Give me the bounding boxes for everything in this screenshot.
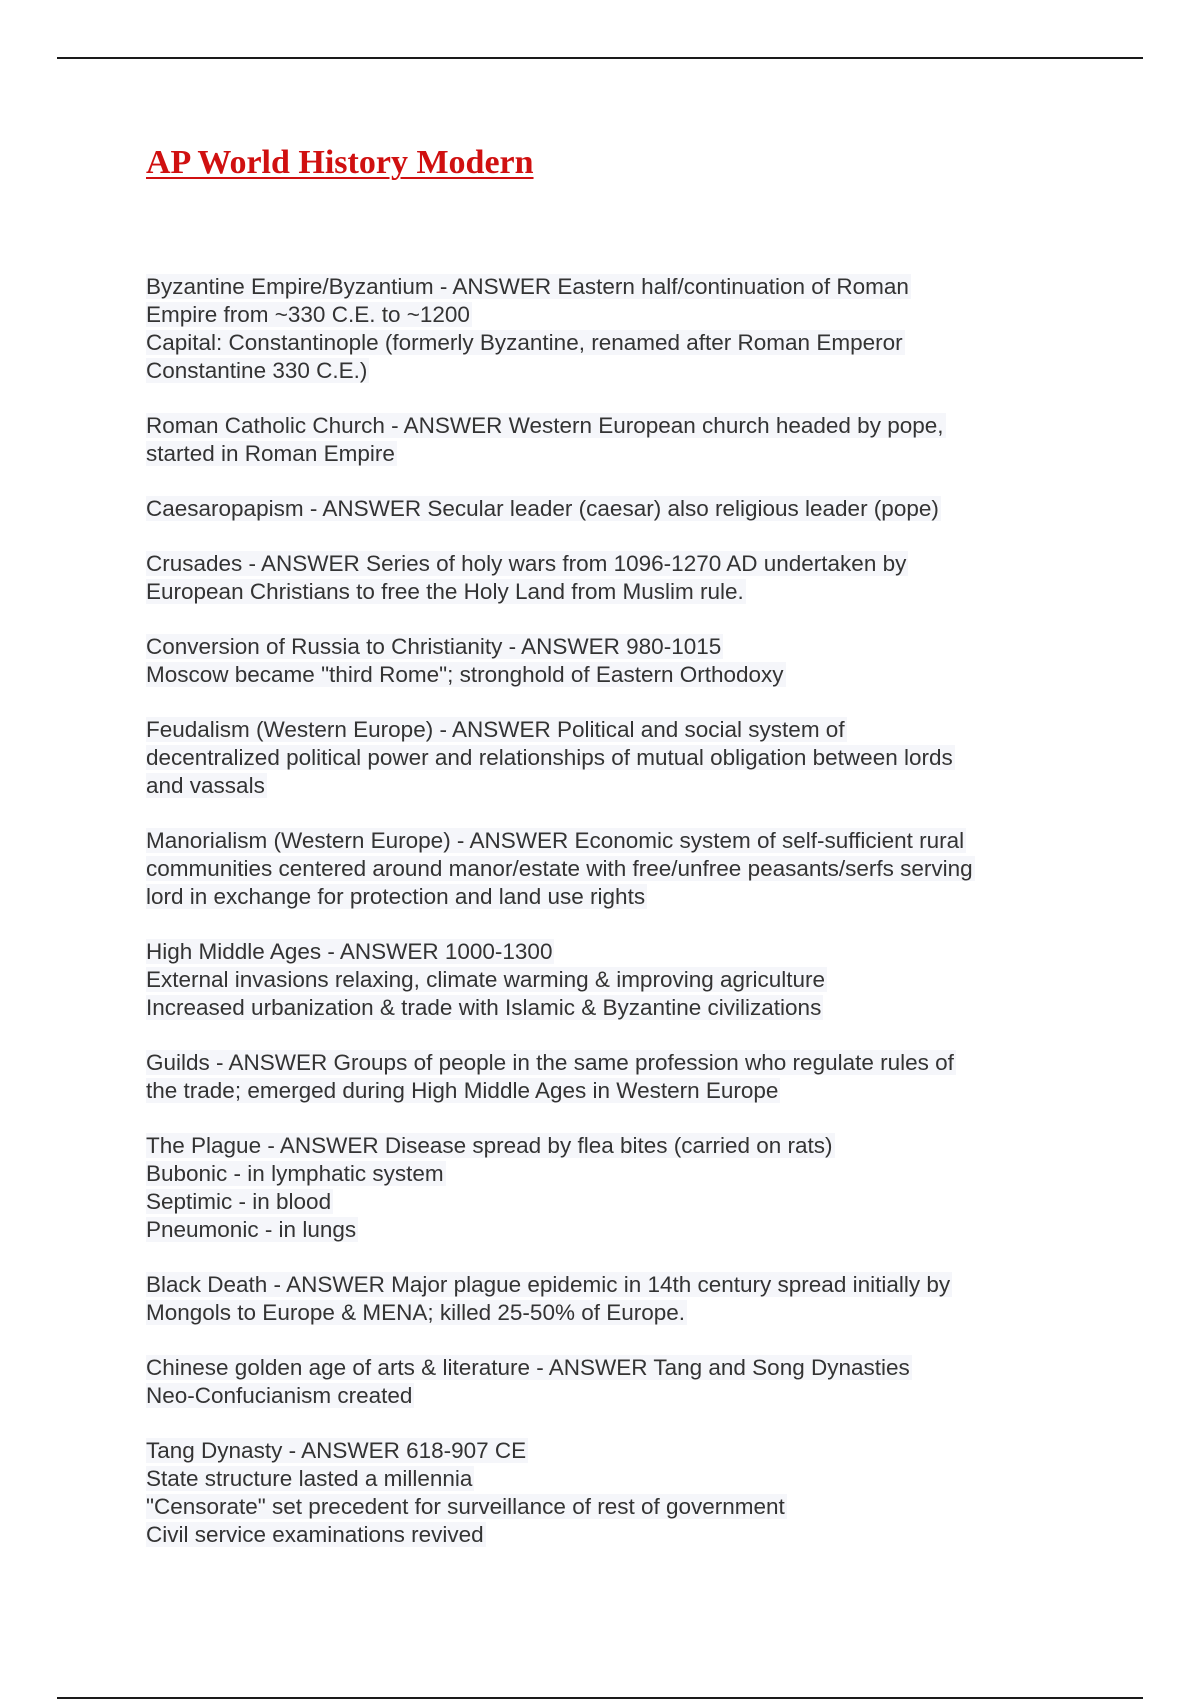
entry-line-text: communities centered around manor/estate with free/unfree peasants/serfs serving — [146, 856, 973, 881]
flashcard-entry — [146, 550, 1066, 606]
entry-line-text: European Christians to free the Holy Land from Muslim rule. — [146, 579, 744, 604]
entry-line-text: Caesaropapism - ANSWER Secular leader (caesar) also religious leader (pope) — [146, 496, 939, 521]
entry-line — [146, 938, 1066, 966]
entry-line-text: Tang Dynasty - ANSWER 618-907 CE — [146, 1438, 527, 1463]
entry-line — [146, 440, 1066, 468]
flashcard-entry — [146, 1354, 1066, 1410]
entry-line-text: Feudalism (Western Europe) - ANSWER Political and social system of — [146, 717, 845, 742]
entry-line — [146, 772, 1066, 800]
entry-line-text: Bubonic - in lymphatic system — [146, 1161, 444, 1186]
entry-line — [146, 827, 1066, 855]
entry-line-text: Roman Catholic Church - ANSWER Western European church headed by pope, — [146, 413, 944, 438]
flashcard-entry — [146, 1271, 1066, 1327]
entry-line — [146, 1299, 1066, 1327]
entry-line — [146, 1077, 1066, 1105]
entry-line-text: Chinese golden age of arts & literature - ANSWER Tang and Song Dynasties — [146, 1355, 910, 1380]
flashcard-entry — [146, 412, 1066, 468]
entry-line-text: lord in exchange for protection and land use rights — [146, 884, 646, 909]
entry-line-text: Capital: Constantinople (formerly Byzantine, renamed after Roman Emperor — [146, 330, 903, 355]
entry-line-text: Byzantine Empire/Byzantium - ANSWER Eastern half/continuation of Roman — [146, 274, 909, 299]
entry-line — [146, 883, 1066, 911]
flashcard-entry — [146, 938, 1066, 1022]
entry-line-text: External invasions relaxing, climate warming & improving agriculture — [146, 967, 826, 992]
entry-line-text: the trade; emerged during High Middle Ages in Western Europe — [146, 1078, 779, 1103]
entry-line-text: and vassals — [146, 773, 265, 798]
entry-line — [146, 716, 1066, 744]
entry-line — [146, 1493, 1066, 1521]
entry-line — [146, 273, 1066, 301]
flashcard-entry — [146, 827, 1066, 911]
entry-line-text: Empire from ~330 C.E. to ~1200 — [146, 302, 470, 327]
entry-line — [146, 1465, 1066, 1493]
entry-line — [146, 412, 1066, 440]
entry-line — [146, 994, 1066, 1022]
entry-line-text: "Censorate" set precedent for surveillance of rest of government — [146, 1494, 785, 1519]
entry-line — [146, 661, 1066, 689]
entry-line — [146, 1160, 1066, 1188]
entry-line-text: Constantine 330 C.E.) — [146, 358, 368, 383]
entry-line — [146, 1354, 1066, 1382]
flashcard-entry — [146, 495, 1066, 523]
flashcard-entry — [146, 716, 1066, 800]
entry-line — [146, 357, 1066, 385]
entry-line — [146, 1132, 1066, 1160]
entry-line — [146, 329, 1066, 357]
top-rule — [57, 57, 1143, 59]
bottom-rule — [57, 1697, 1143, 1699]
entry-line-text: Guilds - ANSWER Groups of people in the same profession who regulate rules of — [146, 1050, 954, 1075]
entry-line-text: Neo-Confucianism created — [146, 1383, 413, 1408]
entry-line — [146, 1216, 1066, 1244]
entry-line-text: Manorialism (Western Europe) - ANSWER Economic system of self-sufficient rural — [146, 828, 965, 853]
entry-line-text: Crusades - ANSWER Series of holy wars from 1096-1270 AD undertaken by — [146, 551, 907, 576]
flashcard-list — [146, 273, 1066, 1576]
entry-line-text: Septimic - in blood — [146, 1189, 332, 1214]
entry-line-text: Pneumonic - in lungs — [146, 1217, 357, 1242]
document-title: AP World History Modern — [146, 144, 534, 181]
entry-line-text: Increased urbanization & trade with Islamic & Byzantine civilizations — [146, 995, 822, 1020]
entry-line — [146, 578, 1066, 606]
entry-line — [146, 495, 1066, 523]
entry-line — [146, 1437, 1066, 1465]
flashcard-entry — [146, 1132, 1066, 1244]
entry-line — [146, 1049, 1066, 1077]
entry-line-text: State structure lasted a millennia — [146, 1466, 473, 1491]
entry-line — [146, 855, 1066, 883]
entry-line-text: started in Roman Empire — [146, 441, 395, 466]
entry-line-text: Conversion of Russia to Christianity - ANSWER 980-1015 — [146, 634, 722, 659]
entry-line — [146, 633, 1066, 661]
entry-line-text: Civil service examinations revived — [146, 1522, 484, 1547]
entry-line — [146, 966, 1066, 994]
entry-line-text: Mongols to Europe & MENA; killed 25-50% of Europe. — [146, 1300, 686, 1325]
entry-line-text: The Plague - ANSWER Disease spread by flea bites (carried on rats) — [146, 1133, 833, 1158]
flashcard-entry — [146, 633, 1066, 689]
entry-line — [146, 744, 1066, 772]
entry-line-text: Moscow became "third Rome"; stronghold of Eastern Orthodoxy — [146, 662, 784, 687]
entry-line-text: High Middle Ages - ANSWER 1000-1300 — [146, 939, 553, 964]
entry-line — [146, 301, 1066, 329]
flashcard-entry — [146, 1049, 1066, 1105]
entry-line-text: decentralized political power and relationships of mutual obligation between lords — [146, 745, 953, 770]
entry-line — [146, 1382, 1066, 1410]
entry-line — [146, 1521, 1066, 1549]
entry-line — [146, 550, 1066, 578]
entry-line-text: Black Death - ANSWER Major plague epidemic in 14th century spread initially by — [146, 1272, 951, 1297]
flashcard-entry — [146, 1437, 1066, 1549]
entry-line — [146, 1271, 1066, 1299]
entry-line — [146, 1188, 1066, 1216]
flashcard-entry — [146, 273, 1066, 385]
